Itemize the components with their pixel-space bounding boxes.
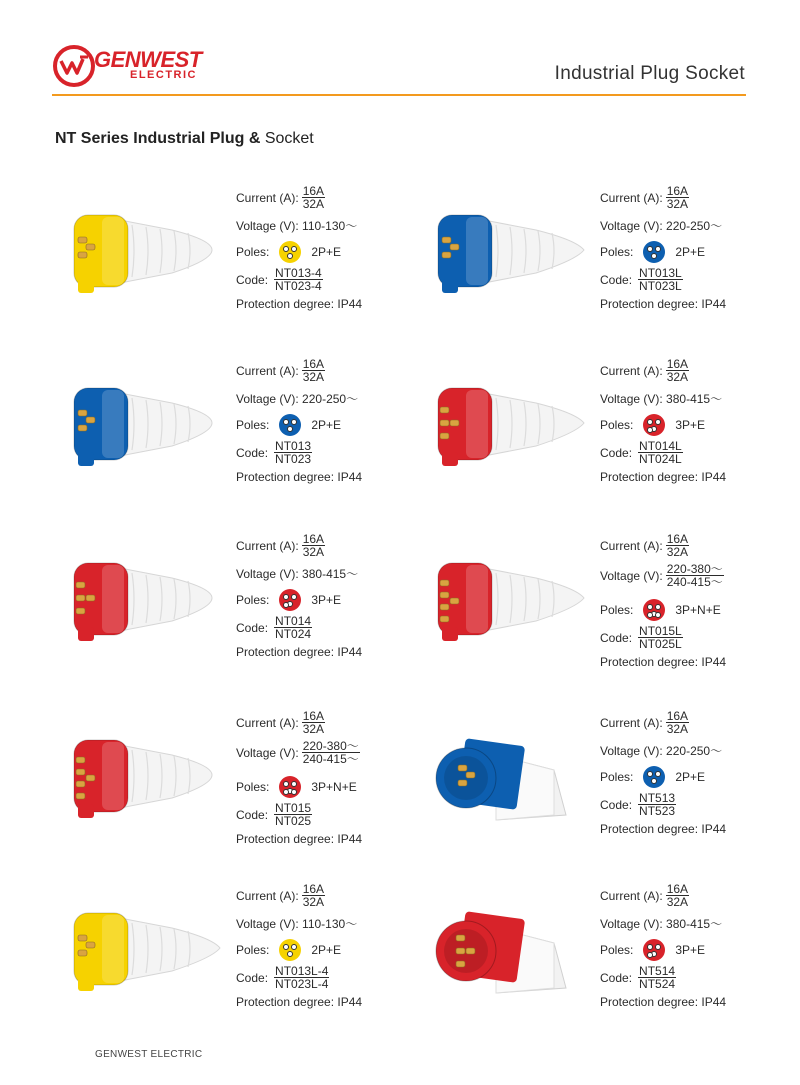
current-values [666,883,689,908]
code-row [236,615,312,640]
page-title: Industrial Plug Socket [554,63,745,84]
current-value-top: 16A [302,184,325,198]
code-value-top: NT015L [639,624,682,638]
voltage-row [236,740,360,765]
current-value-bottom: 32A [666,545,689,559]
current-label: Current (A): [236,190,299,205]
voltage-row [600,742,722,759]
code-value-bottom: NT023L-4 [275,977,329,991]
voltage-value-top: 220-380～ [666,562,723,576]
code-values [638,440,683,465]
product-card [426,358,786,508]
current-value-top: 16A [302,532,325,546]
pole-diagram-icon [643,599,665,621]
poles-row [236,414,341,436]
code-label: Code: [236,272,269,287]
plug-image [62,893,222,1003]
current-label: Current (A): [600,715,663,730]
protection-degree: Protection degree: IP44 [236,832,363,846]
voltage-value-bottom: 240-415～ [302,752,359,766]
plug-image [426,368,586,478]
current-value-bottom: 32A [666,895,689,909]
current-row [236,185,325,210]
socket-inlet-image [426,720,586,830]
product-card [62,883,422,1033]
poles-value: 3P+N+E [675,603,721,617]
voltage-label: Voltage (V): [236,566,299,581]
current-value-top: 16A [666,709,689,723]
current-values [666,358,689,383]
code-value-top: NT013L [639,266,682,280]
code-label: Code: [600,797,633,812]
code-row [600,792,676,817]
current-values [302,185,325,210]
code-row [236,440,312,465]
voltage-values [666,563,724,588]
plug-image [426,195,586,305]
current-values [302,883,325,908]
genwest-logo-icon [52,44,96,88]
pole-diagram-icon [279,589,301,611]
product-card [62,185,422,335]
current-row [600,185,689,210]
poles-row [600,599,721,621]
voltage-value: 220-250～ [302,392,359,406]
code-value-top: NT514 [639,964,676,978]
protection-degree: Protection degree: IP44 [600,470,727,484]
poles-label: Poles: [236,418,270,432]
current-values [666,533,689,558]
code-value-bottom: NT524 [639,977,676,991]
pole-diagram-icon [279,414,301,436]
voltage-row [236,390,358,407]
current-row [236,533,325,558]
code-label: Code: [236,970,269,985]
code-label: Code: [600,272,633,287]
current-row [600,883,689,908]
voltage-label: Voltage (V): [600,916,663,931]
pole-diagram-icon [279,939,301,961]
footer-text: GENWEST ELECTRIC [95,1049,203,1060]
poles-value: 2P+E [311,245,342,259]
voltage-values [302,740,360,765]
poles-label: Poles: [600,418,634,432]
code-label: Code: [236,620,269,635]
code-row [600,625,683,650]
code-value-top: NT513 [639,791,676,805]
poles-row [236,939,341,961]
poles-value: 2P+E [311,943,342,957]
poles-value: 3P+E [311,593,342,607]
poles-label: Poles: [600,245,634,259]
code-label: Code: [236,807,269,822]
current-value-bottom: 32A [302,895,325,909]
code-values [638,792,676,817]
code-value-bottom: NT023 [275,452,312,466]
code-values [274,440,312,465]
voltage-row [600,390,722,407]
brand-sub: ELECTRIC [130,69,197,81]
protection-degree: Protection degree: IP44 [236,995,363,1009]
voltage-value: 220-250～ [666,744,723,758]
section-title [55,130,314,148]
current-value-top: 16A [666,357,689,371]
current-value-bottom: 32A [302,370,325,384]
code-value-top: NT014 [275,614,312,628]
current-label: Current (A): [600,888,663,903]
plug-image [62,720,222,830]
current-values [302,533,325,558]
voltage-row [600,563,724,588]
code-value-bottom: NT023-4 [275,279,322,293]
current-row [600,358,689,383]
poles-row [600,939,705,961]
voltage-value: 110-130～ [302,219,358,233]
protection-degree: Protection degree: IP44 [236,645,363,659]
voltage-value-top: 220-380～ [302,739,359,753]
code-value-bottom: NT025 [275,814,312,828]
product-card [62,710,422,860]
code-value-bottom: NT023L [639,279,682,293]
protection-degree: Protection degree: IP44 [600,655,727,669]
protection-degree: Protection degree: IP44 [600,995,727,1009]
plug-image [62,368,222,478]
current-value-bottom: 32A [302,545,325,559]
code-value-top: NT014L [639,439,682,453]
product-card [426,883,786,1033]
voltage-label: Voltage (V): [600,391,663,406]
current-values [666,710,689,735]
current-value-top: 16A [666,882,689,896]
voltage-value: 380-415～ [302,567,359,581]
code-value-bottom: NT024 [275,627,312,641]
poles-row [600,766,705,788]
header-divider [52,94,746,96]
poles-row [236,776,357,798]
voltage-label: Voltage (V): [600,743,663,758]
current-label: Current (A): [600,538,663,553]
poles-value: 3P+N+E [311,780,357,794]
code-values [274,615,312,640]
voltage-label: Voltage (V): [236,745,299,760]
genwest-logo [52,44,212,90]
current-value-top: 16A [666,184,689,198]
code-row [600,267,683,292]
pole-diagram-icon [279,241,301,263]
current-values [302,710,325,735]
product-card [62,358,422,508]
current-label: Current (A): [236,363,299,378]
poles-value: 2P+E [675,245,706,259]
current-row [236,710,325,735]
poles-row [600,241,705,263]
voltage-row [600,217,722,234]
protection-degree: Protection degree: IP44 [236,470,363,484]
current-value-top: 16A [302,357,325,371]
current-label: Current (A): [236,538,299,553]
pole-diagram-icon [643,414,665,436]
code-row [236,267,323,292]
current-value-bottom: 32A [666,722,689,736]
brand-name: GENWEST [94,47,202,72]
code-value-bottom: NT025L [639,637,682,651]
poles-row [236,589,341,611]
poles-label: Poles: [236,780,270,794]
code-row [600,440,683,465]
voltage-row [236,217,357,234]
current-value-top: 16A [302,709,325,723]
voltage-row [236,915,357,932]
plug-image [62,543,222,653]
voltage-value-bottom: 240-415～ [666,575,723,589]
current-label: Current (A): [600,190,663,205]
voltage-label: Voltage (V): [600,218,663,233]
poles-value: 2P+E [675,770,706,784]
poles-value: 2P+E [311,418,342,432]
poles-label: Poles: [236,943,270,957]
current-row [600,533,689,558]
plug-image [62,195,222,305]
voltage-label: Voltage (V): [236,916,299,931]
current-values [666,185,689,210]
protection-degree: Protection degree: IP44 [600,822,727,836]
current-value-top: 16A [666,532,689,546]
poles-label: Poles: [236,245,270,259]
code-row [236,965,329,990]
current-label: Current (A): [600,363,663,378]
plug-image [426,543,586,653]
voltage-value: 380-415～ [666,392,723,406]
current-values [302,358,325,383]
current-row [236,358,325,383]
current-value-bottom: 32A [666,197,689,211]
code-values [274,802,312,827]
poles-label: Poles: [600,603,634,617]
poles-label: Poles: [236,593,270,607]
protection-degree: Protection degree: IP44 [600,297,727,311]
current-label: Current (A): [236,888,299,903]
pole-diagram-icon [643,766,665,788]
current-label: Current (A): [236,715,299,730]
pole-diagram-icon [643,939,665,961]
code-value-top: NT013-4 [275,266,322,280]
section-title-tail: Socket [264,130,314,147]
current-value-bottom: 32A [302,722,325,736]
current-row [600,710,689,735]
code-values [638,625,683,650]
voltage-label: Voltage (V): [236,391,299,406]
voltage-label: Voltage (V): [600,568,663,583]
product-card [62,533,422,683]
socket-inlet-image [426,893,586,1003]
poles-row [600,414,705,436]
code-value-top: NT015 [275,801,312,815]
code-row [236,802,312,827]
product-card [426,185,786,335]
code-values [274,965,329,990]
section-title-main: NT Series Industrial Plug & [55,130,261,147]
code-label: Code: [600,445,633,460]
poles-value: 3P+E [675,418,706,432]
pole-diagram-icon [643,241,665,263]
voltage-value: 380-415～ [666,917,723,931]
code-label: Code: [600,630,633,645]
code-value-top: NT013 [275,439,312,453]
voltage-value: 220-250～ [666,219,723,233]
code-values [638,267,683,292]
code-value-bottom: NT024L [639,452,682,466]
poles-value: 3P+E [675,943,706,957]
current-row [236,883,325,908]
code-values [638,965,676,990]
voltage-value: 110-130～ [302,917,358,931]
product-card [426,533,786,683]
current-value-bottom: 32A [666,370,689,384]
voltage-row [236,565,358,582]
poles-label: Poles: [600,943,634,957]
code-values [274,267,323,292]
product-card [426,710,786,860]
code-label: Code: [236,445,269,460]
poles-label: Poles: [600,770,634,784]
voltage-label: Voltage (V): [236,218,299,233]
pole-diagram-icon [279,776,301,798]
code-row [600,965,676,990]
current-value-bottom: 32A [302,197,325,211]
poles-row [236,241,341,263]
code-value-top: NT013L-4 [275,964,329,978]
code-label: Code: [600,970,633,985]
code-value-bottom: NT523 [639,804,676,818]
current-value-top: 16A [302,882,325,896]
protection-degree: Protection degree: IP44 [236,297,363,311]
voltage-row [600,915,722,932]
